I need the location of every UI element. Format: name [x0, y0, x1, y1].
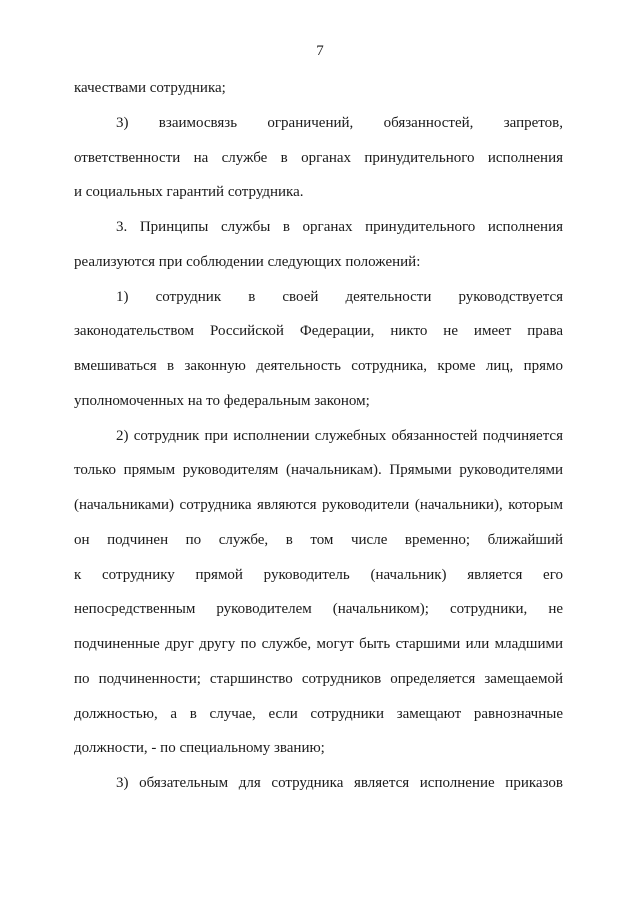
text-line: 3) взаимосвязь ограничений, обязанностей, запретов, — [116, 115, 563, 131]
text-line: 1) сотрудник в своей деятельности руководствуется — [116, 289, 563, 305]
text-line: к сотруднику прямой руководитель (начальник) является его — [74, 567, 563, 583]
page-number: 7 — [316, 43, 324, 59]
text-line: реализуются при соблюдении следующих положений: — [74, 254, 421, 270]
text-line: (начальниками) сотрудника являются руководители (начальники), которым — [74, 497, 563, 513]
text-line: законодательством Российской Федерации, никто не имеет права — [74, 323, 563, 339]
text-line: уполномоченных на то федеральным законом; — [74, 393, 370, 409]
text-line: и социальных гарантий сотрудника. — [74, 184, 304, 200]
text-line: должностью, а в случае, если сотрудники замещают равнозначные — [74, 706, 563, 722]
text-line: ответственности на службе в органах принудительного исполнения — [74, 150, 563, 166]
text-line: по подчиненности; старшинство сотрудников определяется замещаемой — [74, 671, 563, 687]
text-line: 3) обязательным для сотрудника является исполнение приказов — [116, 775, 563, 791]
text-line: должности, - по специальному званию; — [74, 740, 325, 756]
text-line: только прямым руководителям (начальникам). Прямыми руководителями — [74, 462, 563, 478]
text-line: качествами сотрудника; — [74, 80, 226, 96]
text-line: 2) сотрудник при исполнении служебных обязанностей подчиняется — [116, 428, 563, 444]
text-line: вмешиваться в законную деятельность сотрудника, кроме лиц, прямо — [74, 358, 563, 374]
text-line: непосредственным руководителем (начальником); сотрудники, не — [74, 601, 563, 617]
text-line: 3. Принципы службы в органах принудительного исполнения — [116, 219, 563, 235]
text-line: он подчинен по службе, в том числе временно; ближайший — [74, 532, 563, 548]
text-line: подчиненные друг другу по службе, могут быть старшими или младшими — [74, 636, 563, 652]
